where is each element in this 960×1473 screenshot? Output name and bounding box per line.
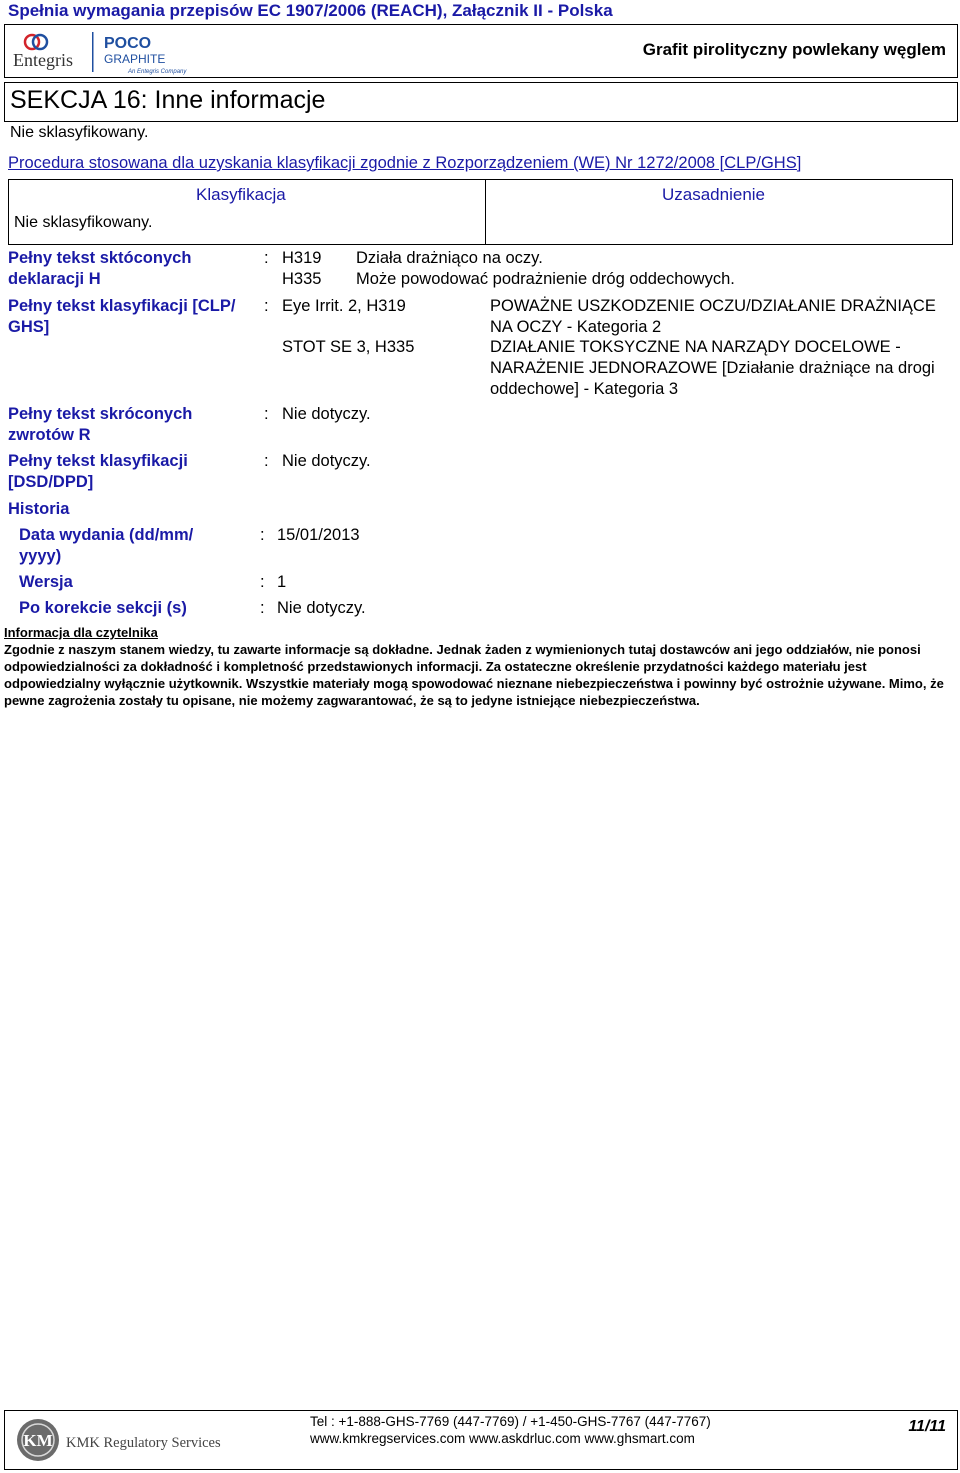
kmk-logo-mark: KM [23, 1431, 53, 1450]
clp-text-2: DZIAŁANIE TOKSYCZNE NA NARZĄDY DOCELOWE - NARAŻENIE JEDNORAZOWE [Działanie drażniące na drogi oddechowe] - Kategoria 3 [490, 338, 935, 398]
h-code-2: H335 [282, 270, 322, 288]
section-not-classified: Nie sklasyfikowany. [10, 124, 149, 141]
version-label: Wersja [19, 573, 73, 591]
kmk-logo-text: KMK Regulatory Services [66, 1435, 221, 1451]
history-label: Historia [8, 500, 70, 518]
kmk-logo-icon [16, 1416, 236, 1466]
kmk-logo [16, 1416, 236, 1471]
poco-logo-text: POCO [104, 35, 152, 52]
reader-info-heading: Informacja dla czytelnika [4, 625, 158, 640]
column-header-justification: Uzasadnienie [662, 185, 766, 204]
colon: : [260, 573, 265, 591]
h-text-1: Działa drażniąco na oczy. [356, 249, 543, 267]
regulation-title: Spełnia wymagania przepisów EC 1907/2006 (REACH), Załącznik II - Polska [8, 1, 613, 20]
product-name: Grafit pirolityczny powlekany węglem [642, 40, 946, 59]
colon: : [264, 405, 269, 423]
revision-value: Nie dotyczy. [277, 599, 366, 617]
entegris-poco-logo [12, 30, 192, 76]
clp-code-1: Eye Irrit. 2, H319 [282, 297, 406, 315]
section-title: SEKCJA 16: Inne informacje [10, 86, 326, 114]
reader-info-text: Zgodnie z naszym stanem wiedzy, tu zawarte informacje są dokładne. Jednak żaden z wymienionych tutaj dostawców ani jego oddziałów, nie ponosi odpowiedzialności za dokładność i kompletność przedstawionych informacji. Za ostateczne określenie przydatności każdego materiału jest odpowiedzialny wyłącznie użytkownik. Wszystkie materiały mogą spowodować nieznane niebezpieczeństwa i powinny być ostrożnie używane. Mimo, że pewne zagrożenia zostały tu opisane, nie możemy zagwarantować, że są to jedyne istniejące niebezpieczeństwa. [4, 642, 944, 708]
clp-text-1: POWAŻNE USZKODZENIE OCZU/DZIAŁANIE DRAŻNIĄCE NA OCZY - Kategoria 2 [490, 297, 936, 336]
dsd-label: Pełny tekst klasyfikacji [DSD/DPD] [8, 452, 188, 491]
footer-websites: www.kmkregservices.com www.askdrluc.com www.ghsmart.com [310, 1431, 695, 1446]
clp-code-2: STOT SE 3, H335 [282, 338, 415, 356]
r-phrases-label: Pełny tekst skróconych zwrotów R [8, 405, 193, 444]
table-cell-classification: Nie sklasyfikowany. [14, 214, 153, 231]
colon: : [260, 599, 265, 617]
h-text-2: Może powodować podrażnienie dróg oddechowych. [356, 270, 735, 288]
issue-date-value: 15/01/2013 [277, 526, 360, 544]
clp-label: Pełny tekst klasyfikacji [CLP/ GHS] [8, 297, 236, 336]
h-statements-label: Pełny tekst sktóconych deklaracji H [8, 249, 192, 288]
colon: : [264, 297, 269, 315]
dsd-value: Nie dotyczy. [282, 452, 371, 470]
table-divider [485, 180, 486, 244]
issue-date-label: Data wydania (dd/mm/ yyyy) [19, 526, 194, 565]
colon: : [260, 526, 265, 544]
colon: : [264, 452, 269, 470]
r-phrases-value: Nie dotyczy. [282, 405, 371, 423]
graphite-logo-text: GRAPHITE [104, 52, 166, 66]
entegris-company-text: An Entegris Company [128, 69, 187, 75]
entegris-logo-text: Entegris [13, 50, 73, 70]
page-number: 11/11 [908, 1418, 946, 1435]
colon: : [264, 249, 269, 267]
version-value: 1 [277, 573, 287, 591]
footer-telephone: Tel : +1-888-GHS-7769 (447-7769) / +1-450-GHS-7767 (447-7767) [310, 1414, 711, 1429]
h-code-1: H319 [282, 249, 322, 267]
company-logos [12, 30, 192, 76]
classification-table [8, 179, 953, 245]
procedure-title: Procedura stosowana dla uzyskania klasyfikacji zgodnie z Rozporządzeniem (WE) Nr 1272/2008 [CLP/GHS] [8, 154, 802, 172]
revision-label: Po korekcie sekcji (s) [19, 599, 187, 617]
column-header-classification: Klasyfikacja [196, 185, 286, 204]
